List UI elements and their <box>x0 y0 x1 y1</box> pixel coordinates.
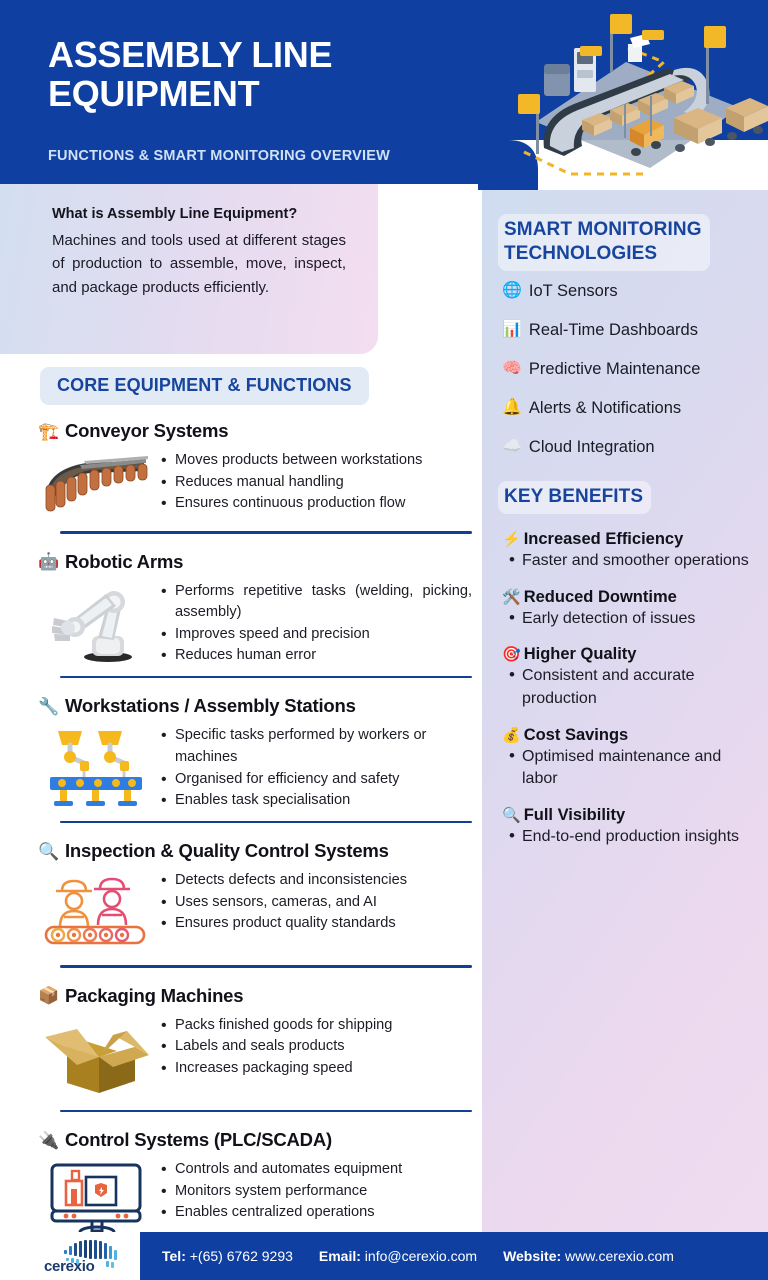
cloud-icon: ☁️ <box>502 438 522 456</box>
tools-icon: 🛠️ <box>502 588 521 606</box>
inspection-workers-illustration <box>38 864 154 956</box>
equipment-bullets <box>160 719 472 811</box>
page-title-line2: EQUIPMENT <box>48 72 260 114</box>
smart-monitoring-title-line1: SMART MONITORING <box>504 219 702 240</box>
key-benefits-title-label: KEY BENEFITS <box>504 485 644 507</box>
footer-website[interactable] <box>503 1248 674 1264</box>
benefit-title: Full Visibility <box>523 806 626 825</box>
benefit-heading <box>502 588 754 607</box>
wrench-icon: 🔧 <box>38 696 59 716</box>
benefit-title: Increased Efficiency <box>523 529 684 548</box>
tech-item-label: Alerts & Notifications <box>528 398 682 417</box>
equipment-title: Robotic Arms <box>64 550 184 572</box>
intro-question: What is Assembly Line Equipment? <box>52 206 298 222</box>
bullet-item: • Labels and seals products <box>160 1036 472 1058</box>
bullet-item: • Moves products between workstations <box>160 450 472 472</box>
benefit-bullet: • Consistent and accurate production <box>502 665 754 710</box>
money-bag-icon: 💰 <box>502 726 521 744</box>
page-title-line1: ASSEMBLY LINE <box>48 34 333 75</box>
benefit-heading <box>502 645 754 664</box>
target-icon: 🎯 <box>502 646 521 664</box>
tech-item-cloud-integration <box>498 438 754 457</box>
benefit-increased-efficiency <box>498 530 754 573</box>
benefit-bullet: • Optimised maintenance and labor <box>502 746 754 791</box>
bullet-item: • Performs repetitive tasks (welding, picking, assembly) <box>160 581 472 624</box>
bullet-item: • Detects defects and inconsistencies <box>160 870 472 892</box>
bullet-item: • Increases packaging speed <box>160 1058 472 1080</box>
equipment-bullets <box>160 575 472 667</box>
section-divider <box>60 1110 472 1113</box>
equipment-section <box>38 551 472 696</box>
equipment-section <box>38 695 472 840</box>
conveyor-roller-photo <box>38 444 154 522</box>
key-benefits-title <box>498 481 651 514</box>
equipment-title: Inspection & Quality Control Systems <box>64 840 389 862</box>
crane-icon: 🏗️ <box>38 421 59 441</box>
equipment-section <box>38 985 472 1130</box>
bullet-item: • Enables centralized operations <box>160 1202 472 1224</box>
bullet-item: • Reduces human error <box>160 645 472 667</box>
benefit-title: Cost Savings <box>523 725 629 744</box>
benefit-title: Higher Quality <box>523 645 637 664</box>
smart-monitoring-title-line2: TECHNOLOGIES <box>504 242 658 264</box>
tech-item-label: Real-Time Dashboards <box>528 320 698 339</box>
equipment-bullets <box>160 444 472 515</box>
core-equipment-badge-label: CORE EQUIPMENT & FUNCTIONS <box>57 375 352 395</box>
tech-item-label: IoT Sensors <box>528 281 618 300</box>
footer-email[interactable] <box>319 1248 477 1264</box>
tech-item-label: Predictive Maintenance <box>528 359 701 378</box>
sidebar-panel <box>482 190 768 1233</box>
section-divider <box>60 531 472 534</box>
page-footer <box>0 1232 768 1280</box>
bullet-item: • Organised for efficiency and safety <box>160 769 472 791</box>
plug-icon: 🔌 <box>38 1130 59 1150</box>
benefit-bullet: • End-to-end production insights <box>502 826 754 849</box>
core-equipment-badge <box>40 367 369 405</box>
open-cardboard-box-photo <box>38 1009 154 1101</box>
bullet-item: • Improves speed and precision <box>160 624 472 646</box>
workstation-robots-illustration <box>38 719 154 811</box>
magnifier-icon: 🔍 <box>38 841 59 861</box>
equipment-heading <box>38 551 472 573</box>
equipment-bullets <box>160 864 472 935</box>
cerexio-logo-text: cerexio <box>44 1258 95 1275</box>
footer-tel <box>162 1248 293 1264</box>
benefit-heading <box>502 726 754 745</box>
tech-item-alerts <box>498 399 754 418</box>
benefit-heading <box>502 530 754 549</box>
benefit-title: Reduced Downtime <box>523 587 677 606</box>
magnifier-icon: 🔍 <box>502 807 521 825</box>
equipment-bullets <box>160 1153 472 1224</box>
benefit-reduced-downtime <box>498 588 754 631</box>
footer-website-value[interactable]: www.cerexio.com <box>565 1248 674 1264</box>
equipment-title: Packaging Machines <box>64 984 244 1006</box>
equipment-bullets <box>160 1009 472 1080</box>
package-icon: 📦 <box>38 986 59 1006</box>
lightning-icon: ⚡ <box>502 530 521 548</box>
benefit-cost-savings <box>498 726 754 791</box>
bullet-item: • Ensures continuous production flow <box>160 493 472 515</box>
equipment-heading <box>38 840 472 862</box>
header-subtitle: FUNCTIONS & SMART MONITORING OVERVIEW <box>48 148 390 164</box>
intro-body: Machines and tools used at different stages of production to assemble, move, inspect, and package products efficiently. <box>52 232 346 296</box>
bullet-item: • Uses sensors, cameras, and AI <box>160 892 472 914</box>
equipment-heading <box>38 695 472 717</box>
smart-monitoring-title <box>498 214 710 271</box>
bullet-item: • Controls and automates equipment <box>160 1159 472 1181</box>
intro-box <box>0 184 378 354</box>
footer-email-value[interactable]: info@cerexio.com <box>364 1248 478 1264</box>
bullet-item: • Specific tasks performed by workers or machines <box>160 725 472 768</box>
globe-icon: 🌐 <box>502 282 522 300</box>
bullet-item: • Packs finished goods for shipping <box>160 1015 472 1037</box>
hero-illustration <box>478 0 768 190</box>
bell-icon: 🔔 <box>502 399 522 417</box>
equipment-heading <box>38 420 472 442</box>
equipment-heading <box>38 985 472 1007</box>
tech-item-iot-sensors <box>498 282 754 301</box>
bullet-item: • Ensures product quality standards <box>160 913 472 935</box>
equipment-section <box>38 420 472 551</box>
footer-website-label: Website: <box>503 1248 562 1264</box>
section-divider <box>60 676 472 679</box>
section-divider <box>60 965 472 968</box>
bullet-item: • Monitors system performance <box>160 1181 472 1203</box>
benefit-bullet: • Early detection of issues <box>502 608 754 631</box>
equipment-title: Control Systems (PLC/SCADA) <box>64 1129 332 1151</box>
footer-email-label: Email: <box>318 1248 361 1264</box>
robotic-arm-photo <box>38 575 154 667</box>
equipment-section <box>38 840 472 985</box>
bar-chart-icon: 📊 <box>502 321 522 339</box>
tech-item-predictive-maintenance <box>498 360 754 379</box>
core-equipment-list <box>0 420 482 1274</box>
brain-icon: 🧠 <box>502 360 522 378</box>
bullet-item: • Reduces manual handling <box>160 472 472 494</box>
benefit-full-visibility <box>498 806 754 849</box>
page-title <box>48 36 468 114</box>
equipment-title: Conveyor Systems <box>64 420 229 441</box>
tech-item-dashboards <box>498 321 754 340</box>
header-subtitle-pill <box>0 138 416 174</box>
equipment-title: Workstations / Assembly Stations <box>64 695 356 717</box>
bullet-item: • Enables task specialisation <box>160 790 472 812</box>
tech-item-label: Cloud Integration <box>528 437 655 456</box>
footer-tel-value: +(65) 6762 9293 <box>189 1248 293 1264</box>
section-divider <box>60 821 472 824</box>
equipment-heading <box>38 1129 472 1151</box>
benefit-bullet: • Faster and smoother operations <box>502 550 754 573</box>
robot-icon: 🤖 <box>38 552 59 571</box>
footer-contact-bar <box>140 1232 768 1280</box>
footer-tel-label: Tel: <box>162 1248 186 1264</box>
benefit-higher-quality <box>498 645 754 710</box>
benefit-heading <box>502 806 754 825</box>
